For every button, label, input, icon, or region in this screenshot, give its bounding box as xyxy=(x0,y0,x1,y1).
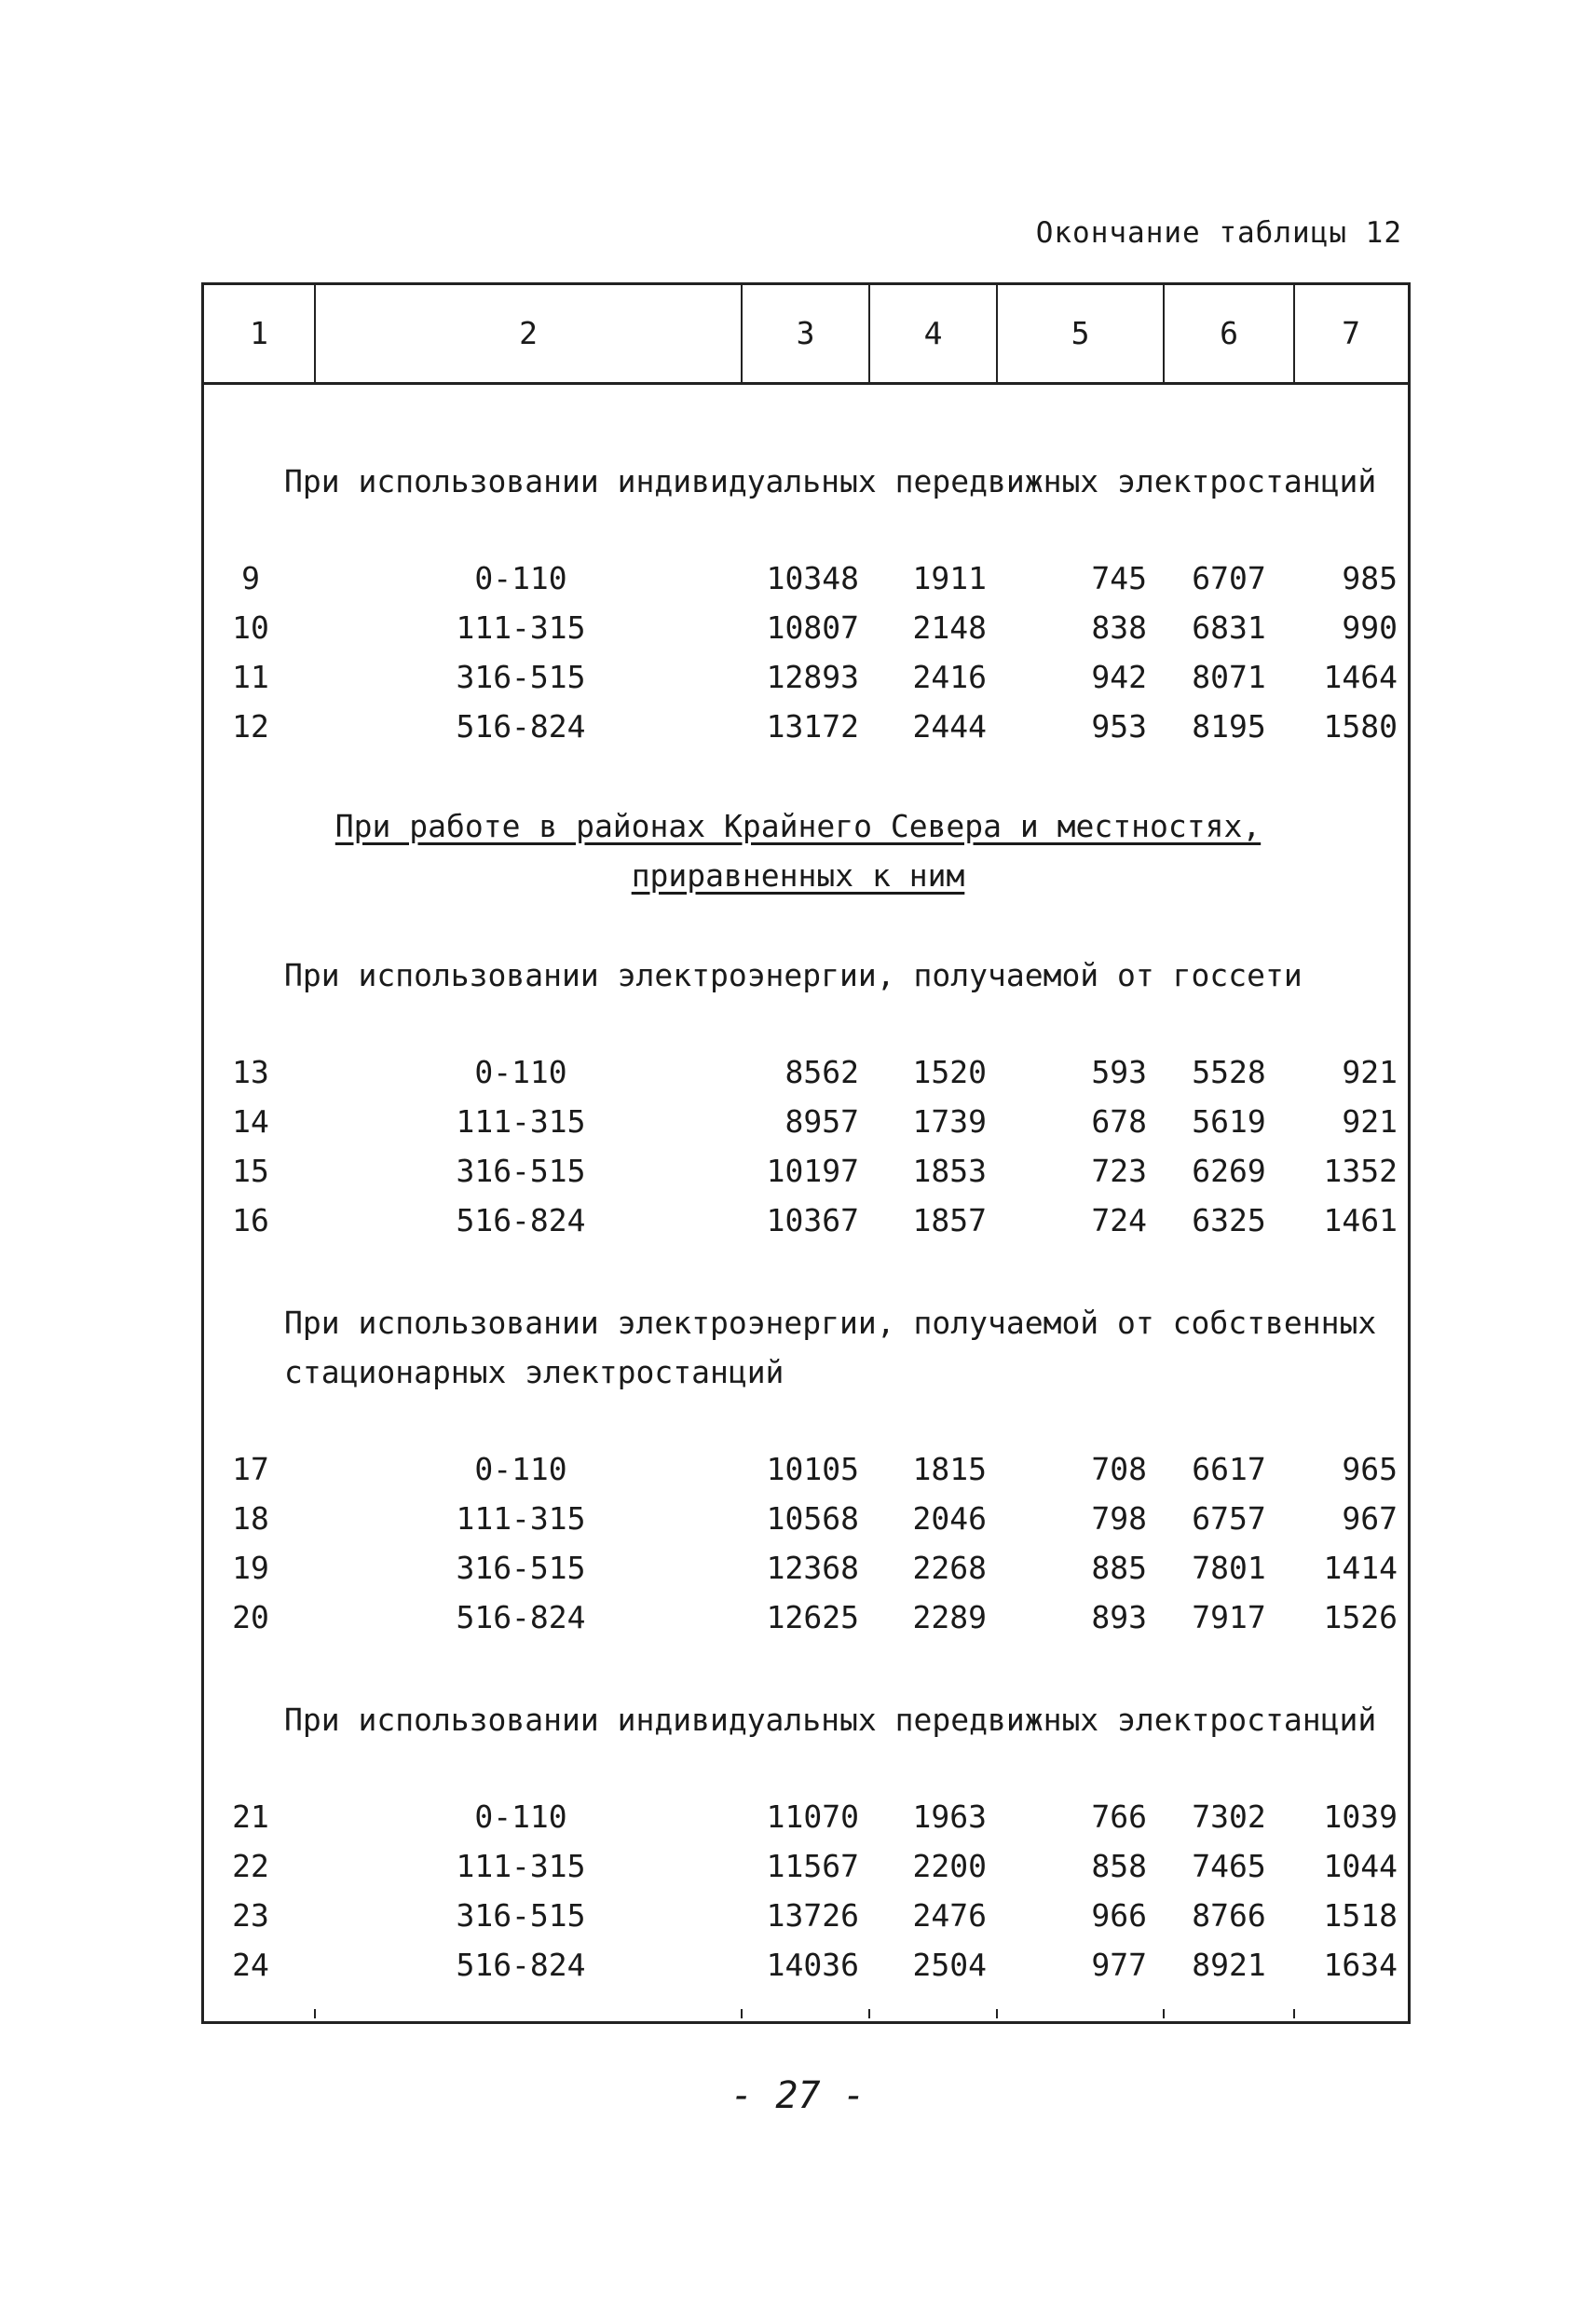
cell-col6: 7302 xyxy=(1192,1798,1266,1835)
bottom-tick xyxy=(1293,2009,1295,2018)
cell-num: 12 xyxy=(232,708,269,745)
cell-col4: 2504 xyxy=(912,1947,987,1983)
cell-range: 111-315 xyxy=(456,1500,586,1537)
cell-col4: 2200 xyxy=(912,1848,987,1884)
cell-col5: 678 xyxy=(1091,1103,1147,1140)
cell-col6: 6617 xyxy=(1192,1451,1266,1487)
header-cell: 5 xyxy=(1071,315,1090,351)
cell-col5: 885 xyxy=(1091,1550,1147,1586)
cell-col6: 8195 xyxy=(1192,708,1266,745)
cell-col6: 6831 xyxy=(1192,609,1266,646)
cell-col4: 1853 xyxy=(912,1153,987,1189)
cell-col3: 10105 xyxy=(766,1451,859,1487)
cell-col5: 745 xyxy=(1091,560,1147,596)
header-cell: 7 xyxy=(1342,315,1360,351)
cell-col6: 5528 xyxy=(1192,1054,1266,1090)
cell-num: 19 xyxy=(232,1550,269,1586)
cell-range: 516-824 xyxy=(456,1947,586,1983)
cell-range: 316-515 xyxy=(456,1153,586,1189)
cell-col6: 8766 xyxy=(1192,1897,1266,1934)
cell-col3: 10348 xyxy=(766,560,859,596)
cell-col5: 977 xyxy=(1091,1947,1147,1983)
cell-col7: 967 xyxy=(1342,1500,1398,1537)
cell-range: 111-315 xyxy=(456,1848,586,1884)
cell-range: 0-110 xyxy=(474,1054,567,1090)
cell-col7: 965 xyxy=(1342,1451,1398,1487)
cell-col5: 966 xyxy=(1091,1897,1147,1934)
cell-range: 111-315 xyxy=(456,1103,586,1140)
section-heading: При использовании индивидуальных передвижных электростанций xyxy=(284,463,1377,499)
header-separator xyxy=(201,382,1411,385)
cell-num: 17 xyxy=(232,1451,269,1487)
cell-range: 316-515 xyxy=(456,1550,586,1586)
cell-num: 16 xyxy=(232,1202,269,1238)
header-cell: 2 xyxy=(519,315,538,351)
cell-col7: 1634 xyxy=(1323,1947,1398,1983)
cell-num: 13 xyxy=(232,1054,269,1090)
cell-col3: 10197 xyxy=(766,1153,859,1189)
cell-col4: 2444 xyxy=(912,708,987,745)
cell-col6: 7465 xyxy=(1192,1848,1266,1884)
cell-col7: 1044 xyxy=(1323,1848,1398,1884)
cell-col5: 766 xyxy=(1091,1798,1147,1835)
header-cell: 6 xyxy=(1220,315,1238,351)
cell-range: 0-110 xyxy=(474,1798,567,1835)
section-heading: При использовании электроэнергии, получаемой от госсети xyxy=(284,957,1303,993)
cell-range: 111-315 xyxy=(456,609,586,646)
cell-col7: 921 xyxy=(1342,1054,1398,1090)
page-number: - 27 - xyxy=(730,2074,866,2117)
cell-col6: 8071 xyxy=(1192,659,1266,695)
cell-col3: 10568 xyxy=(766,1500,859,1537)
bottom-tick xyxy=(314,2009,316,2018)
cell-col7: 1526 xyxy=(1323,1599,1398,1635)
cell-col3: 11567 xyxy=(766,1848,859,1884)
cell-col7: 1039 xyxy=(1323,1798,1398,1835)
bottom-tick xyxy=(741,2009,743,2018)
cell-col6: 6707 xyxy=(1192,560,1266,596)
cell-col3: 8562 xyxy=(784,1054,859,1090)
cell-col4: 2148 xyxy=(912,609,987,646)
cell-col6: 6269 xyxy=(1192,1153,1266,1189)
cell-range: 516-824 xyxy=(456,1599,586,1635)
cell-col5: 858 xyxy=(1091,1848,1147,1884)
cell-col3: 8957 xyxy=(784,1103,859,1140)
cell-col4: 1857 xyxy=(912,1202,987,1238)
cell-col4: 2416 xyxy=(912,659,987,695)
cell-col6: 7917 xyxy=(1192,1599,1266,1635)
cell-num: 14 xyxy=(232,1103,269,1140)
cell-col3: 13172 xyxy=(766,708,859,745)
bottom-tick xyxy=(996,2009,998,2018)
cell-col5: 953 xyxy=(1091,708,1147,745)
cell-col4: 1739 xyxy=(912,1103,987,1140)
region-heading: При работе в районах Крайнего Севера и местностях, xyxy=(334,808,1262,844)
cell-col5: 942 xyxy=(1091,659,1147,695)
cell-col3: 11070 xyxy=(766,1798,859,1835)
cell-col4: 1911 xyxy=(912,560,987,596)
cell-col5: 593 xyxy=(1091,1054,1147,1090)
cell-col7: 1461 xyxy=(1323,1202,1398,1238)
bottom-tick xyxy=(1163,2009,1165,2018)
cell-range: 0-110 xyxy=(474,1451,567,1487)
cell-col3: 10807 xyxy=(766,609,859,646)
cell-col7: 985 xyxy=(1342,560,1398,596)
cell-num: 11 xyxy=(232,659,269,695)
cell-col4: 2268 xyxy=(912,1550,987,1586)
cell-col7: 921 xyxy=(1342,1103,1398,1140)
cell-col3: 14036 xyxy=(766,1947,859,1983)
cell-col4: 1815 xyxy=(912,1451,987,1487)
cell-col3: 12625 xyxy=(766,1599,859,1635)
cell-num: 24 xyxy=(232,1947,269,1983)
cell-num: 21 xyxy=(232,1798,269,1835)
cell-col7: 1580 xyxy=(1323,708,1398,745)
header-cell: 1 xyxy=(250,315,268,351)
cell-range: 316-515 xyxy=(456,1897,586,1934)
cell-col5: 724 xyxy=(1091,1202,1147,1238)
cell-num: 15 xyxy=(232,1153,269,1189)
section-heading: При использовании электроэнергии, получаемой от собственных xyxy=(284,1305,1377,1341)
cell-num: 22 xyxy=(232,1848,269,1884)
cell-col7: 1352 xyxy=(1323,1153,1398,1189)
cell-range: 516-824 xyxy=(456,708,586,745)
cell-col4: 2046 xyxy=(912,1500,987,1537)
cell-col6: 6757 xyxy=(1192,1500,1266,1537)
cell-col7: 1464 xyxy=(1323,659,1398,695)
cell-col4: 1520 xyxy=(912,1054,987,1090)
cell-num: 20 xyxy=(232,1599,269,1635)
cell-col7: 990 xyxy=(1342,609,1398,646)
cell-range: 0-110 xyxy=(474,560,567,596)
cell-col5: 893 xyxy=(1091,1599,1147,1635)
cell-col4: 2476 xyxy=(912,1897,987,1934)
table-caption: Окончание таблицы 12 xyxy=(1035,216,1402,250)
cell-range: 516-824 xyxy=(456,1202,586,1238)
section-heading: При использовании индивидуальных передвижных электростанций xyxy=(284,1702,1377,1738)
cell-col3: 12893 xyxy=(766,659,859,695)
cell-col5: 798 xyxy=(1091,1500,1147,1537)
cell-col6: 7801 xyxy=(1192,1550,1266,1586)
region-heading: приравненных к ним xyxy=(631,857,965,894)
cell-col6: 6325 xyxy=(1192,1202,1266,1238)
cell-col4: 1963 xyxy=(912,1798,987,1835)
cell-col5: 723 xyxy=(1091,1153,1147,1189)
cell-col6: 5619 xyxy=(1192,1103,1266,1140)
cell-col7: 1518 xyxy=(1323,1897,1398,1934)
header-cell: 4 xyxy=(923,315,943,351)
section-heading: стационарных электростанций xyxy=(284,1354,784,1390)
cell-col3: 12368 xyxy=(766,1550,859,1586)
cell-col6: 8921 xyxy=(1192,1947,1266,1983)
cell-col3: 10367 xyxy=(766,1202,859,1238)
cell-num: 9 xyxy=(241,560,260,596)
cell-range: 316-515 xyxy=(456,659,586,695)
cell-col4: 2289 xyxy=(912,1599,987,1635)
cell-col7: 1414 xyxy=(1323,1550,1398,1586)
cell-num: 18 xyxy=(232,1500,269,1537)
header-cell: 3 xyxy=(796,315,815,351)
cell-num: 23 xyxy=(232,1897,269,1934)
cell-col3: 13726 xyxy=(766,1897,859,1934)
cell-col5: 708 xyxy=(1091,1451,1147,1487)
cell-num: 10 xyxy=(232,609,269,646)
bottom-tick xyxy=(868,2009,870,2018)
cell-col5: 838 xyxy=(1091,609,1147,646)
